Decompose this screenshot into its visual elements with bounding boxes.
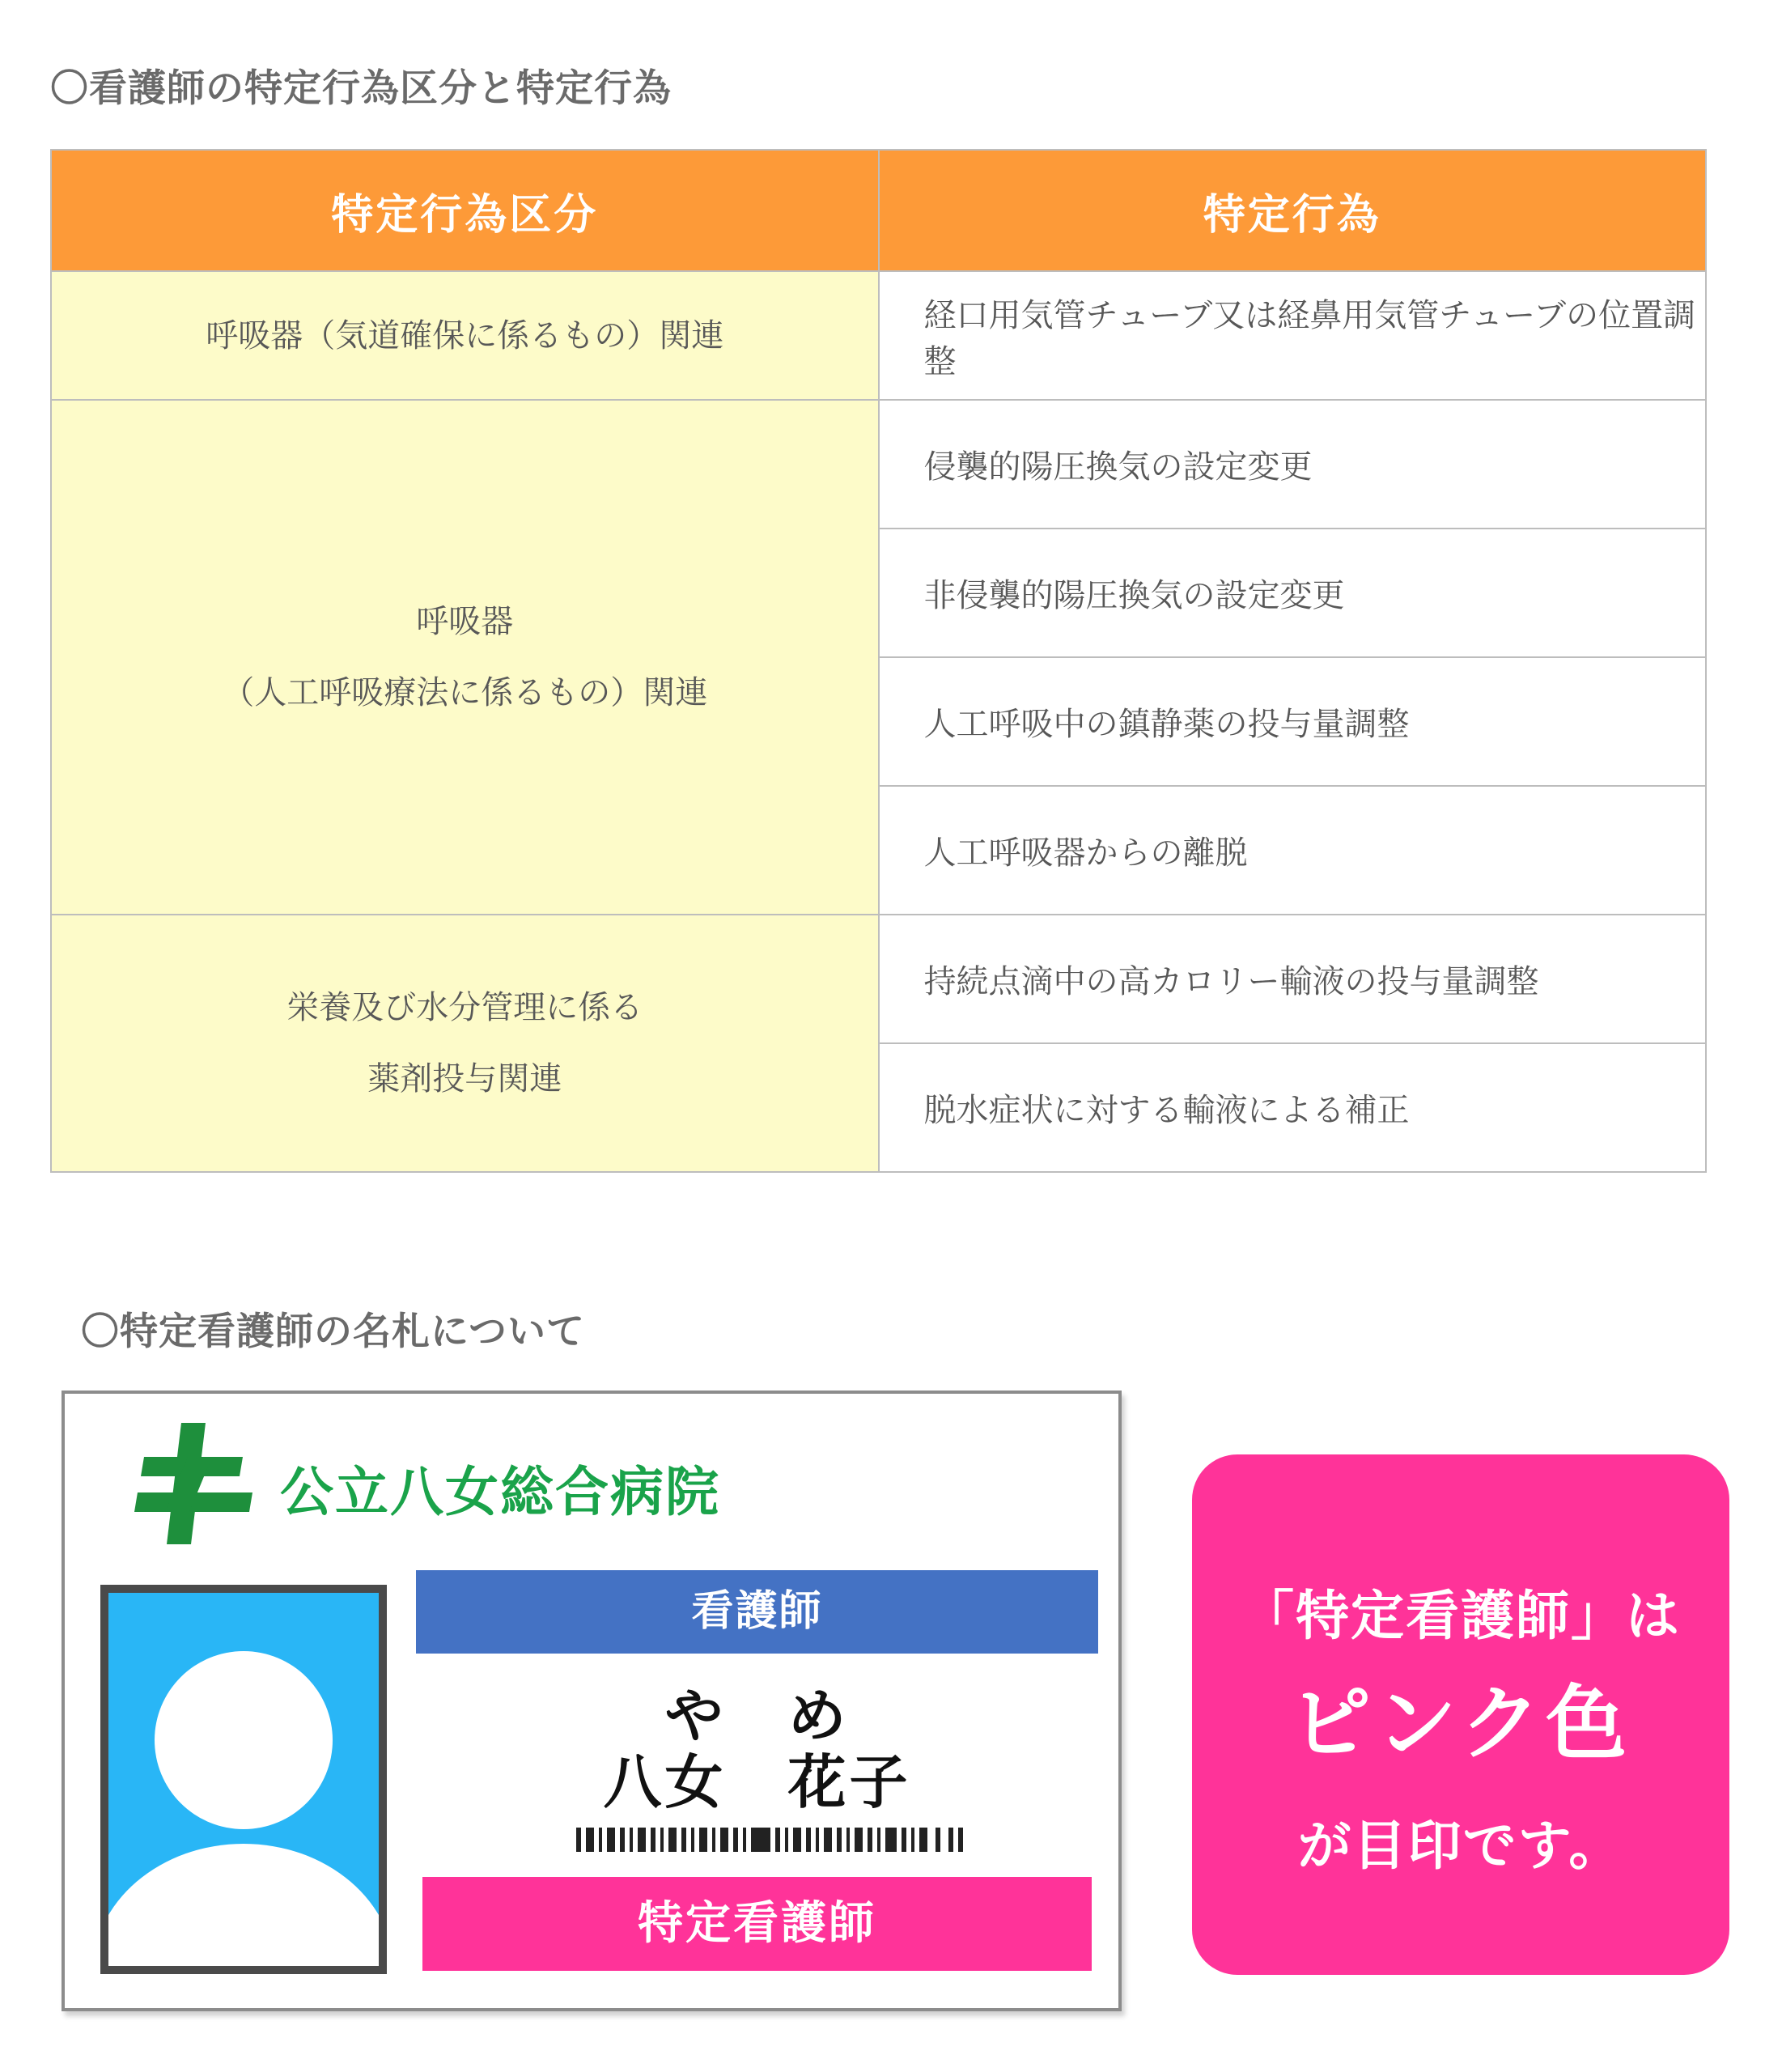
header-category: 特定行為区分 bbox=[51, 150, 879, 271]
portrait-placeholder-icon bbox=[100, 1585, 387, 1974]
name-furigana: や め bbox=[664, 1682, 850, 1750]
act-cell: 経口用気管チューブ又は経鼻用気管チューブの位置調整 bbox=[879, 271, 1707, 400]
act-cell: 人工呼吸器からの離脱 bbox=[879, 786, 1707, 915]
portrait-head bbox=[155, 1651, 333, 1829]
category-cell bbox=[51, 400, 879, 915]
table-row bbox=[51, 915, 1706, 1043]
callout-line-3: が目印です。 bbox=[1297, 1815, 1624, 1877]
role-label: 看護師 bbox=[416, 1570, 1098, 1654]
person-name: 八女 花子 bbox=[603, 1748, 911, 1816]
callout-line-2: ピンク色 bbox=[1290, 1676, 1631, 1771]
category-line: 呼吸器 bbox=[416, 603, 514, 640]
barcode-icon bbox=[576, 1828, 965, 1852]
category-line: 薬剤投与関連 bbox=[367, 1060, 562, 1098]
hospital-logo-icon bbox=[131, 1423, 252, 1544]
section-heading-name-tag: 〇特定看護師の名札について bbox=[81, 1310, 586, 1354]
act-cell: 脱水症状に対する輸液による補正 bbox=[879, 1043, 1707, 1172]
specified-nurse-label: 特定看護師 bbox=[422, 1877, 1092, 1971]
table-row bbox=[51, 400, 1706, 529]
portrait-body bbox=[100, 1844, 387, 1974]
category-line: 呼吸器（気道確保に係るもの）関連 bbox=[206, 316, 724, 355]
table-header-row bbox=[51, 150, 1706, 271]
name-tag-card bbox=[62, 1391, 1122, 2011]
specified-acts-table bbox=[50, 149, 1707, 1173]
act-cell: 非侵襲的陽圧換気の設定変更 bbox=[879, 529, 1707, 657]
section-heading-specified-acts: 〇看護師の特定行為区分と特定行為 bbox=[50, 66, 672, 111]
category-line: （人工呼吸療法に係るもの）関連 bbox=[222, 674, 708, 711]
category-cell bbox=[51, 915, 879, 1172]
act-cell: 持続点滴中の高カロリー輸液の投与量調整 bbox=[879, 915, 1707, 1043]
hospital-name: 公立八女総合病院 bbox=[280, 1461, 720, 1523]
header-act: 特定行為 bbox=[879, 150, 1707, 271]
act-cell: 人工呼吸中の鎮静薬の投与量調整 bbox=[879, 657, 1707, 786]
act-cell: 侵襲的陽圧換気の設定変更 bbox=[879, 400, 1707, 529]
table-row bbox=[51, 271, 1706, 400]
category-line: 栄養及び水分管理に係る bbox=[286, 989, 643, 1026]
pink-color-callout bbox=[1192, 1454, 1729, 1975]
callout-line-1: 「特定看護師」は bbox=[1241, 1585, 1681, 1647]
category-cell bbox=[51, 271, 879, 400]
